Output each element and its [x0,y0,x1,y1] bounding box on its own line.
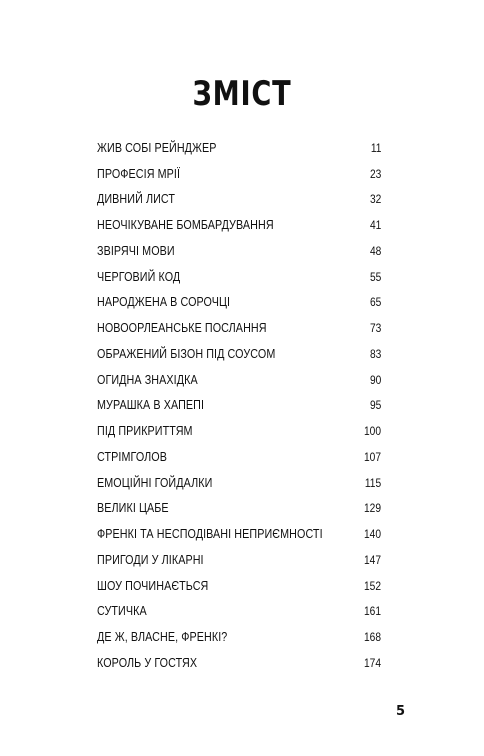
toc-entry-title: ДИВНИЙ ЛИСТ [97,192,176,207]
toc-entry-title: ЖИВ СОБІ РЕЙНДЖЕР [97,140,217,155]
toc-entry [97,238,381,264]
toc-entry-page: 140 [363,527,381,542]
page-title: ЗМІСТ [192,74,292,114]
toc-entry-title: ПІД ПРИКРИТТЯМ [97,424,193,439]
toc-entry-page: 73 [369,321,381,336]
toc-entry-page: 23 [369,166,381,181]
toc-entry [97,418,381,444]
toc-entry-title: МУРАШКА В ХАПЕПІ [97,398,205,413]
toc-entry-page: 100 [363,424,381,439]
toc-entry-title: ПРОФЕСІЯ МРІЇ [97,166,181,181]
toc-entry-page: 32 [369,192,381,207]
toc-entry-title: ЕМОЦІЙНІ ГОЙДАЛКИ [97,475,213,490]
toc-entry-page: 161 [363,604,381,619]
toc-entry-title: ЧЕРГОВИЙ КОД [97,269,181,284]
toc-entry-title: ОБРАЖЕНИЙ БІЗОН ПІД СОУСОМ [97,346,276,361]
table-of-contents [97,135,381,676]
toc-entry-title: СУТИЧКА [97,604,147,619]
toc-entry-title: ДЕ Ж, ВЛАСНЕ, ФРЕНКІ? [97,630,228,645]
toc-entry [97,444,381,470]
toc-entry [97,599,381,625]
toc-entry-title: ФРЕНКІ ТА НЕСПОДІВАНІ НЕПРИЄМНОСТІ [97,527,323,542]
toc-entry-page: 55 [369,269,381,284]
toc-entry-page: 168 [363,630,381,645]
toc-entry-title: НЕОЧІКУВАНЕ БОМБАРДУВАННЯ [97,218,274,233]
toc-entry [97,573,381,599]
toc-entry-title: НОВООРЛЕАНСЬКЕ ПОСЛАННЯ [97,321,267,336]
toc-entry-page: 83 [369,346,381,361]
toc-entry-title: КОРОЛЬ У ГОСТЯХ [97,655,198,670]
toc-entry-page: 115 [364,475,381,490]
toc-entry [97,521,381,547]
toc-entry-title: ОГИДНА ЗНАХІДКА [97,372,198,387]
toc-entry [97,650,381,676]
toc-entry [97,135,381,161]
toc-entry [97,187,381,213]
toc-entry-page: 129 [363,501,381,516]
toc-entry-page: 65 [369,295,381,310]
toc-entry [97,212,381,238]
toc-entry-page: 152 [363,578,381,593]
toc-entry-page: 107 [363,449,381,464]
toc-entry [97,315,381,341]
toc-entry [97,624,381,650]
toc-entry-page: 95 [369,398,381,413]
toc-entry [97,161,381,187]
toc-entry-title: НАРОДЖЕНА В СОРОЧЦІ [97,295,231,310]
toc-entry-page: 11 [370,140,381,155]
toc-entry [97,547,381,573]
toc-entry [97,393,381,419]
toc-entry [97,496,381,522]
toc-entry-page: 174 [363,655,381,670]
toc-entry-title: СТРІМГОЛОВ [97,449,167,464]
toc-entry [97,341,381,367]
page-number: 5 [396,704,406,719]
toc-entry [97,367,381,393]
toc-entry-title: ВЕЛИКІ ЦАБЕ [97,501,169,516]
toc-entry-title: ПРИГОДИ У ЛІКАРНІ [97,552,204,567]
toc-entry [97,470,381,496]
toc-entry-page: 90 [369,372,381,387]
toc-entry-title: ШОУ ПОЧИНАЄТЬСЯ [97,578,209,593]
toc-entry [97,290,381,316]
toc-entry-page: 48 [369,243,381,258]
toc-entry-page: 147 [363,552,381,567]
toc-entry-title: ЗВІРЯЧІ МОВИ [97,243,175,258]
toc-entry-page: 41 [369,218,381,233]
toc-entry [97,264,381,290]
